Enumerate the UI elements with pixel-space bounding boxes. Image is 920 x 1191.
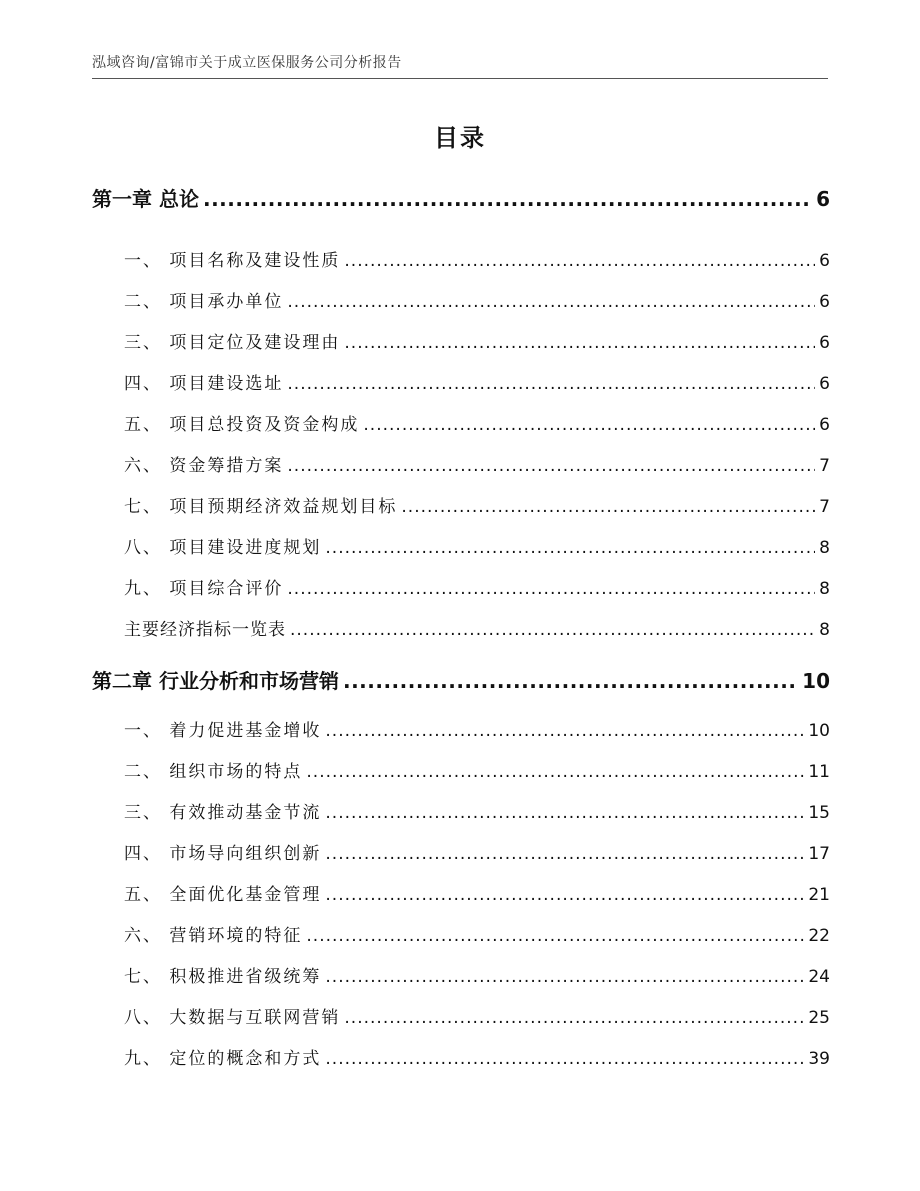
toc-entry-label: 主要经济指标一览表 bbox=[124, 620, 286, 640]
toc-section[interactable] bbox=[92, 880, 830, 905]
toc-section[interactable] bbox=[92, 1044, 830, 1069]
header-divider bbox=[92, 78, 828, 79]
dot-leader bbox=[325, 803, 804, 823]
toc-section[interactable] bbox=[92, 246, 830, 271]
toc-page-number: 15 bbox=[808, 803, 830, 823]
toc-page-number: 21 bbox=[808, 885, 830, 905]
toc-page-number: 8 bbox=[819, 620, 830, 640]
toc-section[interactable] bbox=[92, 328, 830, 353]
toc-entry-label: 第一章 总论 bbox=[92, 187, 199, 211]
toc-page-number: 6 bbox=[819, 374, 830, 394]
toc-section[interactable] bbox=[92, 1003, 830, 1028]
dot-leader bbox=[325, 967, 804, 987]
toc-section[interactable] bbox=[92, 716, 830, 741]
dot-leader bbox=[363, 415, 815, 435]
toc-entry-label: 六、 营销环境的特征 bbox=[124, 926, 303, 946]
toc-entry-label: 四、 项目建设选址 bbox=[124, 374, 284, 394]
dot-leader bbox=[325, 721, 804, 741]
dot-leader bbox=[344, 251, 815, 271]
toc-entry-label: 二、 项目承办单位 bbox=[124, 292, 284, 312]
toc-entry-label: 二、 组织市场的特点 bbox=[124, 762, 303, 782]
dot-leader bbox=[325, 844, 804, 864]
toc-entry-label: 三、 有效推动基金节流 bbox=[124, 803, 322, 823]
dot-leader bbox=[343, 669, 798, 693]
toc-section[interactable] bbox=[92, 410, 830, 435]
dot-leader bbox=[325, 538, 815, 558]
toc-page-number: 24 bbox=[808, 967, 830, 987]
toc-entry-label: 九、 项目综合评价 bbox=[124, 579, 284, 599]
toc-section[interactable] bbox=[92, 492, 830, 517]
toc-page-number: 6 bbox=[819, 415, 830, 435]
toc-page-number: 7 bbox=[819, 456, 830, 476]
toc-entry-label: 九、 定位的概念和方式 bbox=[124, 1049, 322, 1069]
toc-section[interactable] bbox=[92, 451, 830, 476]
dot-leader bbox=[287, 292, 815, 312]
toc-entry-label: 八、 大数据与互联网营销 bbox=[124, 1008, 341, 1028]
dot-leader bbox=[287, 579, 815, 599]
toc-section[interactable] bbox=[92, 757, 830, 782]
toc-page-number: 8 bbox=[819, 579, 830, 599]
toc-entry-label: 七、 积极推进省级统筹 bbox=[124, 967, 322, 987]
toc-page-number: 7 bbox=[819, 497, 830, 517]
toc-chapter-1[interactable] bbox=[92, 183, 830, 212]
toc-section[interactable] bbox=[92, 839, 830, 864]
toc-section[interactable] bbox=[92, 533, 830, 558]
toc-section[interactable] bbox=[92, 287, 830, 312]
toc-chapter-2[interactable] bbox=[92, 665, 830, 694]
toc-section[interactable] bbox=[92, 574, 830, 599]
toc-entry-label: 一、 着力促进基金增收 bbox=[124, 721, 322, 741]
toc-entry-label: 七、 项目预期经济效益规划目标 bbox=[124, 497, 398, 517]
toc-title: 目录 bbox=[434, 124, 486, 152]
dot-leader bbox=[306, 762, 804, 782]
toc-page-number: 8 bbox=[819, 538, 830, 558]
dot-leader bbox=[344, 333, 815, 353]
toc-section[interactable] bbox=[92, 921, 830, 946]
dot-leader bbox=[325, 885, 804, 905]
toc-entry-label: 五、 全面优化基金管理 bbox=[124, 885, 322, 905]
toc-page-number: 6 bbox=[819, 251, 830, 271]
toc-page-number: 6 bbox=[819, 292, 830, 312]
toc-entry-label: 第二章 行业分析和市场营销 bbox=[92, 669, 339, 693]
toc-section[interactable] bbox=[92, 798, 830, 823]
toc-page-number: 6 bbox=[816, 187, 830, 211]
toc-page-number: 10 bbox=[808, 721, 830, 741]
running-header: 泓域咨询/富锦市关于成立医保服务公司分析报告 bbox=[92, 55, 402, 71]
toc-entry-label: 六、 资金筹措方案 bbox=[124, 456, 284, 476]
dot-leader bbox=[401, 497, 815, 517]
toc-entry-label: 三、 项目定位及建设理由 bbox=[124, 333, 341, 353]
toc-entry-label: 五、 项目总投资及资金构成 bbox=[124, 415, 360, 435]
toc-page-number: 10 bbox=[802, 669, 830, 693]
dot-leader bbox=[306, 926, 804, 946]
dot-leader bbox=[290, 620, 815, 640]
toc-page-number: 6 bbox=[819, 333, 830, 353]
dot-leader bbox=[287, 456, 815, 476]
toc-page-number: 17 bbox=[808, 844, 830, 864]
dot-leader bbox=[344, 1008, 804, 1028]
toc-page-number: 39 bbox=[808, 1049, 830, 1069]
toc-entry-label: 四、 市场导向组织创新 bbox=[124, 844, 322, 864]
toc-page-number: 25 bbox=[808, 1008, 830, 1028]
toc-section[interactable] bbox=[92, 962, 830, 987]
toc-section[interactable] bbox=[92, 615, 830, 640]
toc-page-number: 22 bbox=[808, 926, 830, 946]
dot-leader bbox=[203, 187, 812, 211]
toc-entry-label: 一、 项目名称及建设性质 bbox=[124, 251, 341, 271]
dot-leader bbox=[287, 374, 815, 394]
toc-entry-label: 八、 项目建设进度规划 bbox=[124, 538, 322, 558]
dot-leader bbox=[325, 1049, 804, 1069]
toc-page-number: 11 bbox=[808, 762, 830, 782]
toc-section[interactable] bbox=[92, 369, 830, 394]
